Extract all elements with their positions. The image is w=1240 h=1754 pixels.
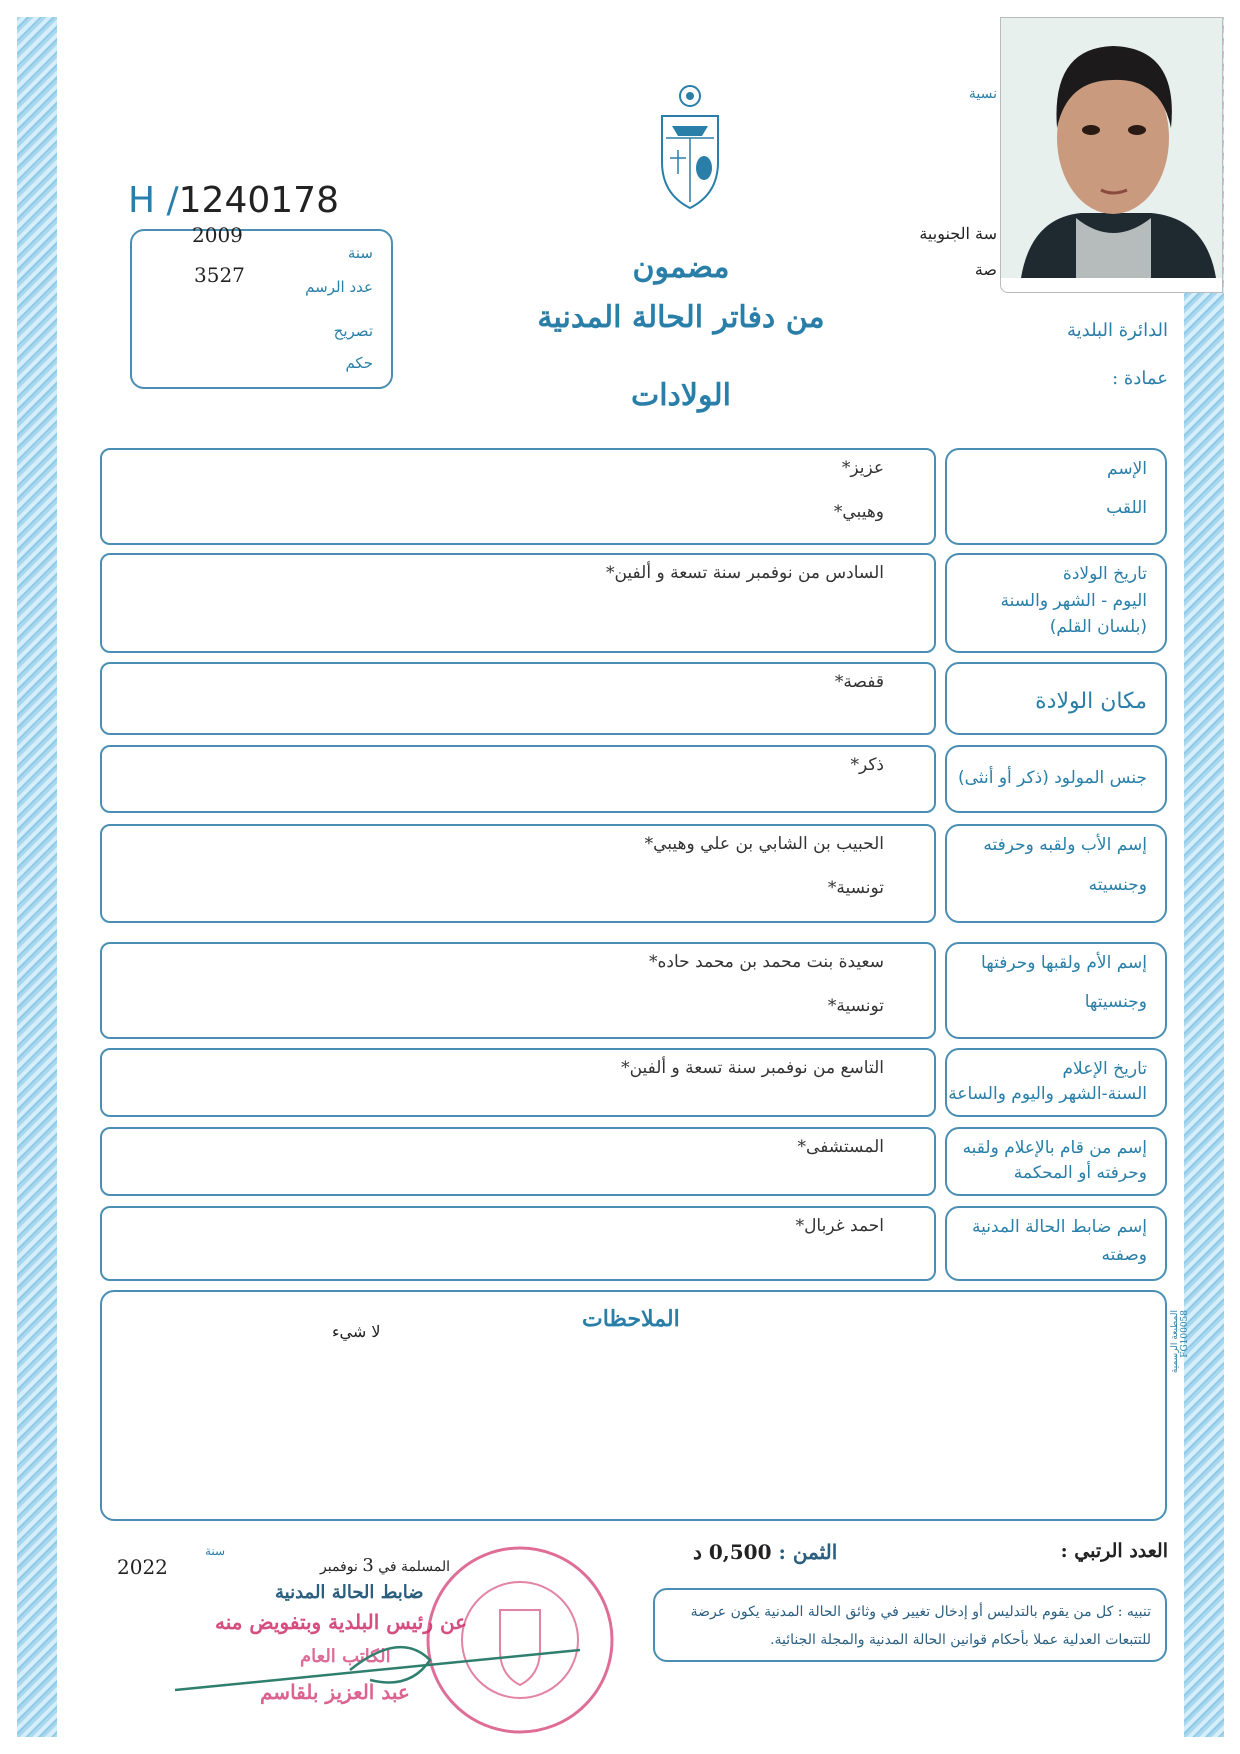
- remarks-value: لا شيء: [332, 1322, 381, 1341]
- field-label-cell: [945, 662, 1167, 735]
- field-label-cell: [945, 824, 1167, 923]
- field-label-cell: [945, 553, 1167, 653]
- field-value-cell: [100, 1206, 936, 1281]
- header-partial-text: صة: [974, 260, 997, 279]
- field-value-cell: [100, 1048, 936, 1117]
- stamp-text: عن رئيس البلدية وبتفويض منه: [215, 1610, 468, 1634]
- tunisia-emblem-icon: [658, 82, 722, 212]
- field-label: وجنسيتها: [1084, 991, 1147, 1012]
- title-line2: من دفاتر الحالة المدنية: [537, 300, 825, 335]
- serial-label: العدد الرتبي :: [1060, 1540, 1168, 1562]
- price-label: الثمن :: [778, 1540, 838, 1564]
- signature: [170, 1620, 590, 1700]
- stamp-text: الكاتب العام: [300, 1646, 391, 1667]
- field-value: وهيبي*: [833, 502, 884, 522]
- field-label: مكان الولادة: [1035, 688, 1147, 714]
- field-label-cell: [945, 1206, 1167, 1281]
- field-value: التاسع من نوفمبر سنة تسعة و ألفين*: [621, 1058, 884, 1078]
- field-label: وحرفته أو المحكمة: [1013, 1162, 1147, 1183]
- remarks-box: [100, 1290, 1167, 1521]
- field-value: السادس من نوفمبر سنة تسعة و ألفين*: [605, 563, 884, 583]
- field-label: جنس المولود (ذكر أو أنثى): [958, 768, 1147, 788]
- field-label: تاريخ الولادة: [1062, 564, 1147, 584]
- field-label-cell: [945, 942, 1167, 1039]
- security-border-left: [17, 17, 57, 1737]
- header-partial-text: نسية: [968, 86, 997, 102]
- field-label: الإسم: [1107, 459, 1147, 479]
- field-value: الحبيب بن الشابي بن علي وهيبي*: [644, 834, 884, 854]
- issue-year: 2022: [117, 1555, 168, 1579]
- municipal-district-label: الدائرة البلدية: [1066, 320, 1168, 341]
- field-label: وصفته: [1101, 1244, 1147, 1265]
- field-value: المستشفى*: [797, 1137, 884, 1157]
- warning-box: [653, 1588, 1167, 1662]
- title-line1: مضمون: [632, 250, 730, 285]
- field-value: تونسية*: [827, 878, 884, 898]
- imada-label: عمادة :: [1112, 368, 1168, 389]
- field-label-cell: [945, 1048, 1167, 1117]
- field-label: إسم ضابط الحالة المدنية: [972, 1217, 1147, 1237]
- field-label: (بلسان القلم): [1049, 617, 1147, 638]
- field-label: اللقب: [1106, 497, 1147, 518]
- issue-year-label: سنة: [205, 1544, 226, 1558]
- field-value: احمد غربال*: [795, 1216, 884, 1236]
- field-label: إسم من قام بالإعلام ولقبه: [962, 1138, 1147, 1158]
- remarks-title: الملاحظات: [582, 1306, 680, 1332]
- header-partial-text: سة الجنوبية: [919, 224, 997, 243]
- issue-month: نوفمبر: [320, 1559, 358, 1575]
- field-value-cell: [100, 745, 936, 813]
- warning-text: تنبيه : كل من يقوم بالتدليس أو إدخال تغيير في وثائق الحالة المدنية يكون عرضة للتتبعات العدلية عملا بأحكام قوانين الحالة المدنية والمجلة الجنائية.: [690, 1604, 1151, 1648]
- field-value-cell: [100, 942, 936, 1039]
- field-label: إسم الأم ولقبها وحرفتها: [981, 953, 1147, 973]
- issued-label: المسلمة في: [378, 1559, 451, 1575]
- stamp-text: عبد العزيز بلقاسم: [260, 1680, 410, 1704]
- officer-label: ضابط الحالة المدنية: [275, 1582, 424, 1603]
- id-photo: [1000, 17, 1223, 293]
- field-value-cell: [100, 553, 936, 653]
- issue-day: 3: [362, 1555, 374, 1576]
- portrait-image: [1001, 18, 1223, 293]
- field-label: تاريخ الإعلام: [1062, 1059, 1147, 1079]
- field-value-cell: [100, 824, 936, 923]
- serial-number: H /1240178: [128, 180, 339, 221]
- field-label: إسم الأب ولقبه وحرفته: [983, 835, 1147, 855]
- field-value: عزيز*: [841, 458, 884, 478]
- field-value: تونسية*: [827, 996, 884, 1016]
- field-value-cell: [100, 448, 936, 545]
- field-value-cell: [100, 1127, 936, 1196]
- field-value: قفصة*: [834, 672, 884, 692]
- field-value: ذكر*: [850, 755, 884, 775]
- field-value: سعيدة بنت محمد بن محمد حاده*: [649, 952, 884, 972]
- field-label: وجنسيته: [1088, 874, 1147, 895]
- field-label-cell: [945, 1127, 1167, 1196]
- field-value-cell: [100, 662, 936, 735]
- price-value: 0,500 د: [693, 1540, 772, 1564]
- section-title: الولادات: [630, 378, 732, 413]
- field-label-cell: [945, 745, 1167, 813]
- price: [693, 1540, 837, 1564]
- field-label: اليوم - الشهر والسنة: [1000, 590, 1147, 611]
- field-label-cell: [945, 448, 1167, 545]
- printer-code: المطبعة الرسمية FG100058: [1170, 1310, 1190, 1374]
- register-box: 2009 3527 سنة عدد الرسم تصريح حكم: [130, 229, 393, 389]
- field-label: السنة-الشهر واليوم والساعة: [948, 1083, 1147, 1104]
